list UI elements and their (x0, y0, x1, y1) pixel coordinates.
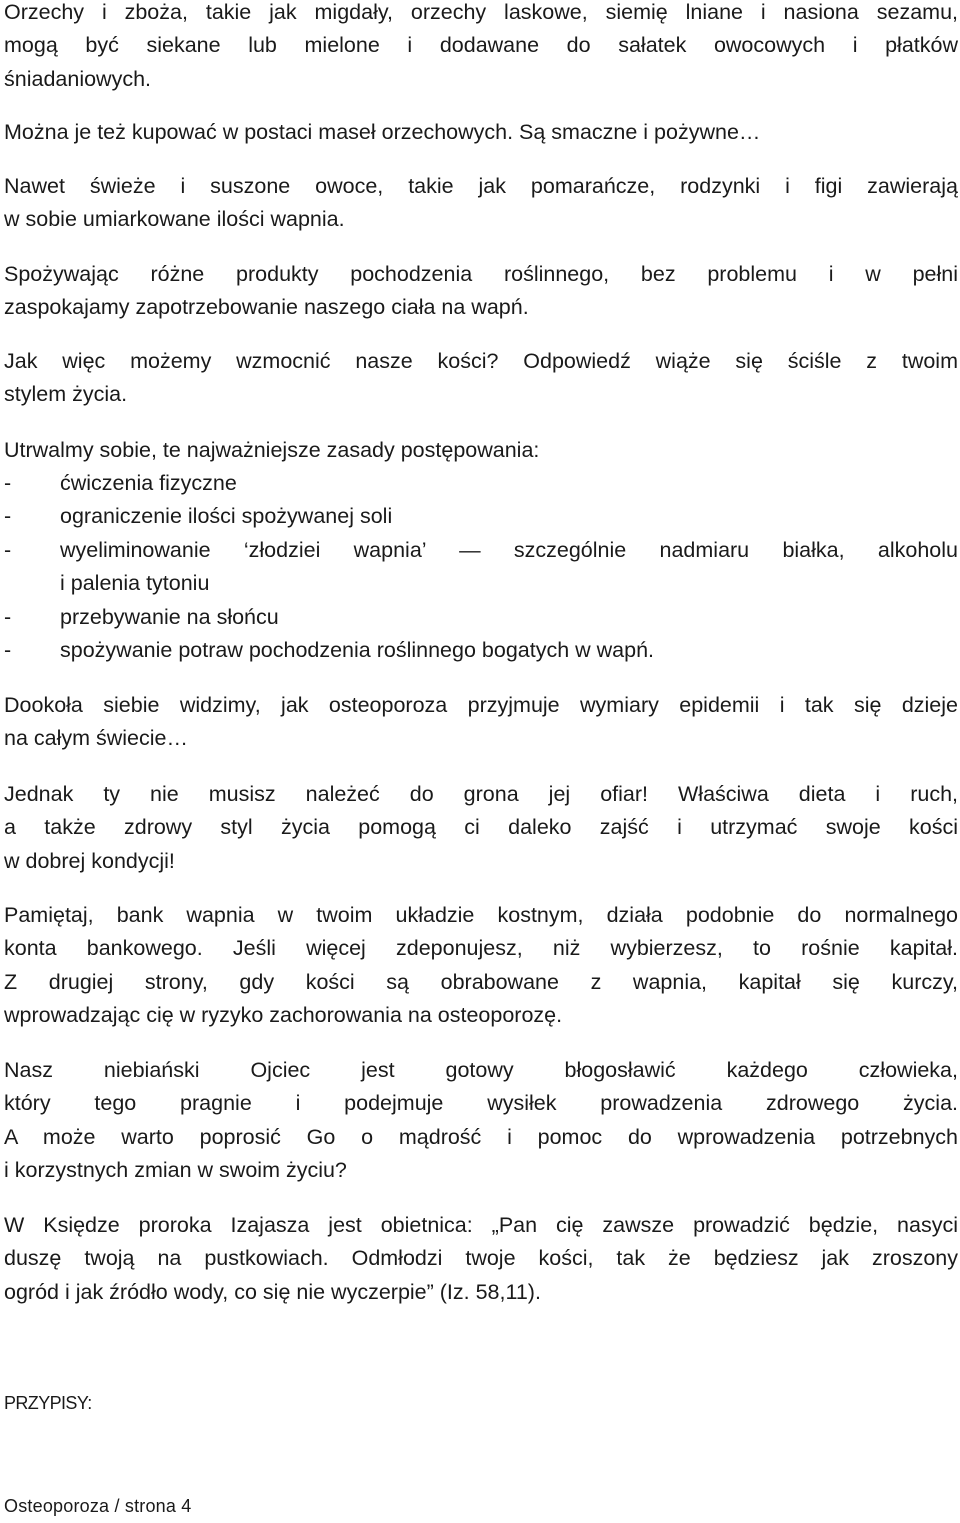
list-dash: - (4, 537, 12, 562)
list-item-text: wyeliminowanie ‘złodziei wapnia’ — szczególnie nadmiaru białka, alkoholu (60, 537, 958, 562)
text-line: Z drugiej strony, gdy kości są obrabowane z wapnia, kapitał się kurczy, (4, 969, 958, 994)
text-line: mogą być siekane lub mielone i dodawane do sałatek owocowych i płatków (4, 33, 958, 58)
text-line: który tego pragnie i podejmuje wysiłek prowadzenia zdrowego życia. (4, 1091, 958, 1116)
text-line: duszę twoją na pustkowiach. Odmłodzi twoje kości, tak że będziesz jak zroszony (4, 1246, 958, 1271)
text-line: a także zdrowy styl życia pomogą ci daleko zajść i utrzymać swoje kości (4, 815, 958, 840)
text-line: ogród i jak źródło wody, co się nie wyczerpie” (Iz. 58,11). (4, 1279, 541, 1304)
list-item-text: przebywanie na słońcu (60, 604, 279, 629)
list-item (4, 467, 958, 500)
text-line: Nawet świeże i suszone owoce, takie jak pomarańcze, rodzynki i figi zawierają (4, 174, 958, 198)
paragraph-heavenly-father (4, 1054, 958, 1188)
list-item-text: i palenia tytoniu (60, 571, 210, 596)
text-line: stylem życia. (4, 382, 128, 407)
list-item-text: ćwiczenia fizyczne (60, 471, 237, 495)
list-item (4, 534, 958, 601)
text-line: i korzystnych zmian w swoim życiu? (4, 1158, 347, 1183)
paragraph-plant-products (4, 258, 958, 325)
list-item (4, 500, 958, 533)
paragraph-not-victim (4, 778, 958, 878)
text-line: A może warto poprosić Go o mądrość i pomoc do wprowadzenia potrzebnych (4, 1124, 958, 1149)
paragraph-strengthen-bones (4, 345, 958, 412)
paragraph-nuts-grains (4, 0, 958, 96)
list-item (4, 601, 958, 634)
text-line: Można je też kupować w postaci maseł orzechowych. Są smaczne i pożywne… (4, 120, 761, 144)
list-item-text: spożywanie potraw pochodzenia roślinnego bogatych w wapń. (60, 638, 655, 663)
paragraph-isaiah-quote (4, 1209, 958, 1309)
paragraph-rules-intro (4, 434, 958, 467)
text-line: w sobie umiarkowane ilości wapnia. (4, 207, 345, 232)
text-line: konta bankowego. Jeśli więcej zdeponujesz, niż wybierzesz, to rośnie kapitał. (4, 936, 958, 961)
text-line: Orzechy i zboża, takie jak migdały, orzechy laskowe, siemię lniane i nasiona sezamu, (4, 0, 958, 24)
text-line: Utrwalmy sobie, te najważniejsze zasady postępowania: (4, 438, 540, 462)
text-line: Nasz niebiański Ojciec jest gotowy błogosławić każdego człowieka, (4, 1058, 958, 1082)
text-line: Dookoła siebie widzimy, jak osteoporoza przyjmuje wymiary epidemii i tak się dzieje (4, 693, 958, 717)
text-line: Jednak ty nie musisz należeć do grona jej ofiar! Właściwa dieta i ruch, (4, 782, 958, 806)
text-line: W Księdze proroka Izajasza jest obietnica: „Pan cię zawsze prowadzić będzie, nasyci (4, 1213, 958, 1237)
text-line: wprowadzając cię w ryzyko zachorowania na osteoporozę. (4, 1003, 563, 1028)
list-dash: - (4, 638, 12, 663)
page-footer: Osteoporoza / strona 4 (4, 1496, 192, 1516)
paragraph-epidemic (4, 689, 958, 756)
text-line: Jak więc możemy wzmocnić nasze kości? Odpowiedź wiąże się ściśle z twoim (4, 349, 958, 373)
text-line: zaspokajamy zapotrzebowanie naszego ciała na wapń. (4, 295, 529, 320)
paragraph-calcium-bank (4, 899, 958, 1033)
paragraph-fruits (4, 170, 958, 237)
list-item-text: ograniczenie ilości spożywanej soli (60, 504, 393, 529)
list-item (4, 634, 958, 667)
text-line: Spożywając różne produkty pochodzenia roślinnego, bez problemu i w pełni (4, 262, 958, 286)
rules-list (4, 467, 958, 667)
footnotes-label: PRZYPISY: (4, 1393, 92, 1413)
list-dash: - (4, 604, 12, 629)
text-line: na całym świecie… (4, 726, 188, 751)
text-line: w dobrej kondycji! (4, 848, 175, 873)
text-line: śniadaniowych. (4, 66, 152, 91)
paragraph-nut-butters (4, 116, 958, 149)
list-dash: - (4, 471, 12, 495)
list-dash: - (4, 504, 12, 529)
text-line: Pamiętaj, bank wapnia w twoim układzie kostnym, działa podobnie do normalnego (4, 903, 958, 927)
